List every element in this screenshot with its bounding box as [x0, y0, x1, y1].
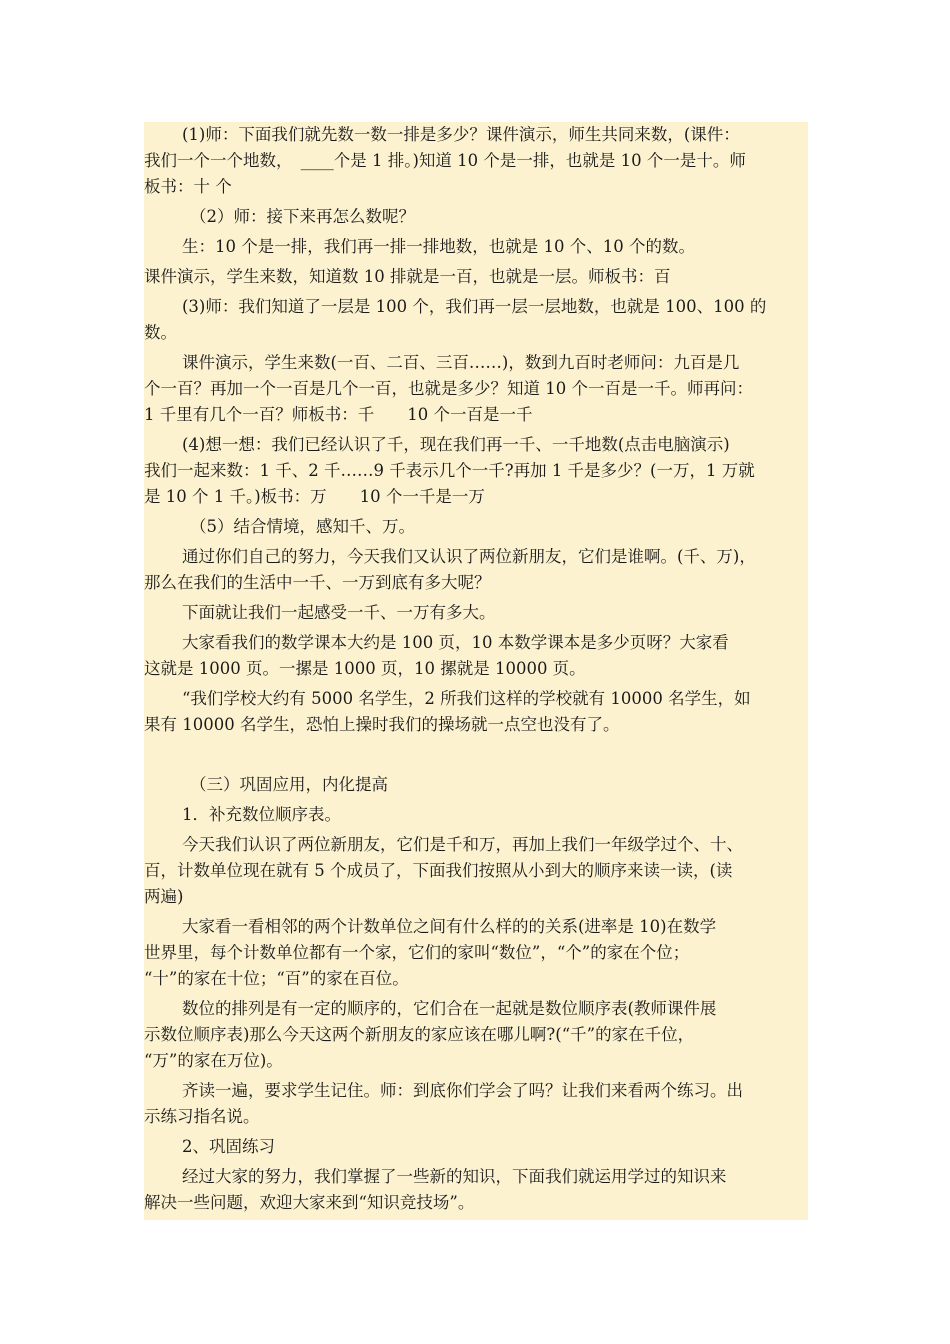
- text-line: 示数位顺序表)那么今天这两个新朋友的家应该在哪儿啊?(“千”的家在千位，: [144, 1025, 695, 1044]
- text-line: 这就是 1000 页。一摞是 1000 页，10 摞就是 10000 页。: [144, 659, 586, 678]
- text-line: 课件演示，学生来数(一百、二百、三百……)，数到九百时老师问：九百是几: [182, 353, 740, 372]
- text-line: 下面就让我们一起感受一千、一万有多大。: [182, 603, 496, 622]
- text-line: 数位的排列是有一定的顺序的，它们合在一起就是数位顺序表(教师课件展: [182, 999, 717, 1018]
- text-line: 2、巩固练习: [182, 1137, 275, 1156]
- text-line: 1．补充数位顺序表。: [182, 805, 341, 824]
- document-body: [144, 122, 808, 1220]
- text-line: 两遍): [144, 887, 184, 906]
- paragraph: [144, 350, 808, 428]
- paragraph: [144, 122, 808, 200]
- text-line: (1)师：下面我们就先数一数一排是多少？课件演示，师生共同来数，(课件：: [182, 125, 740, 144]
- text-line: （5）结合情境，感知千、万。: [190, 517, 415, 536]
- paragraph: [144, 600, 808, 626]
- lesson-section-part-2: [144, 122, 808, 738]
- text-line: 经过大家的努力，我们掌握了一些新的知识，下面我们就运用学过的知识来: [182, 1167, 727, 1186]
- text-line: 世界里，每个计数单位都有一个家，它们的家叫“数位”，“个”的家在个位；: [144, 943, 690, 962]
- paragraph: [144, 1164, 808, 1216]
- text-line: 我们一起来数：1 千、2 千……9 千表示几个一千?再加 1 千是多少？(一万，1 万就: [144, 461, 755, 480]
- paragraph: [144, 204, 808, 230]
- paragraph: [144, 234, 808, 260]
- paragraph: [144, 544, 808, 596]
- text-line: 1 千里有几个一百？师板书：千 10 个一百是一千: [144, 405, 533, 424]
- text-line: 那么在我们的生活中一千、一万到底有多大呢？: [144, 573, 491, 592]
- paragraph: [144, 1134, 808, 1160]
- paragraph: [144, 514, 808, 540]
- paragraph: [144, 914, 808, 992]
- paragraph: [144, 1078, 808, 1130]
- text-line: 通过你们自己的努力，今天我们又认识了两位新朋友，它们是谁啊。(千、万)，: [182, 547, 756, 566]
- text-line: 是 10 个 1 千。)板书：万 10 个一千是一万: [144, 487, 485, 506]
- text-line: 示练习指名说。: [144, 1107, 260, 1126]
- text-line: 课件演示，学生来数，知道数 10 排就是一百，也就是一层。师板书：百: [144, 267, 671, 286]
- text-line: “万”的家在万位)。: [144, 1051, 283, 1070]
- text-line: 大家看我们的数学课本大约是 100 页，10 本数学课本是多少页呀？大家看: [182, 633, 729, 652]
- paragraph: [144, 996, 808, 1074]
- paragraph: [144, 630, 808, 682]
- text-line: 果有 10000 名学生，恐怕上操时我们的操场就一点空也没有了。: [144, 715, 620, 734]
- paragraph: [144, 802, 808, 828]
- text-line: 大家看一看相邻的两个计数单位之间有什么样的的关系(进率是 10)在数学: [182, 917, 717, 936]
- text-line: “十”的家在十位；“百”的家在百位。: [144, 969, 409, 988]
- text-line: 生：10 个是一排，我们再一排一排地数，也就是 10 个、10 个的数。: [182, 237, 695, 256]
- text-line: 我们一个一个地数， ____个是 1 排。)知道 10 个是一排，也就是 10 个一是十。师: [144, 151, 746, 170]
- paragraph: [144, 264, 808, 290]
- text-line: 数。: [144, 323, 177, 342]
- paragraph-gap: [144, 742, 808, 768]
- lesson-section-part-3: [144, 772, 808, 1216]
- text-line: （三）巩固应用，内化提高: [190, 775, 388, 794]
- paragraph: [144, 686, 808, 738]
- text-line: 今天我们认识了两位新朋友，它们是千和万，再加上我们一年级学过个、十、: [182, 835, 743, 854]
- text-line: (3)师：我们知道了一层是 100 个，我们再一层一层地数，也就是 100、100 的: [182, 297, 767, 316]
- text-line: 个一百？再加一个一百是几个一百，也就是多少？知道 10 个一百是一千。师再问：: [144, 379, 753, 398]
- text-line: 百，计数单位现在就有 5 个成员了，下面我们按照从小到大的顺序来读一读，(读: [144, 861, 733, 880]
- text-line: 板书：十 个: [144, 177, 232, 196]
- paragraph: [144, 294, 808, 346]
- text-line: （2）师：接下来再怎么数呢？: [190, 207, 415, 226]
- text-line: “我们学校大约有 5000 名学生，2 所我们这样的学校就有 10000 名学生，如: [182, 689, 751, 708]
- paragraph: [144, 432, 808, 510]
- paragraph: [144, 832, 808, 910]
- text-line: 齐读一遍，要求学生记住。师：到底你们学会了吗？让我们来看两个练习。出: [182, 1081, 743, 1100]
- text-line: 解决一些问题，欢迎大家来到“知识竞技场”。: [144, 1193, 475, 1212]
- text-line: (4)想一想：我们已经认识了千，现在我们再一千、一千地数(点击电脑演示): [182, 435, 730, 454]
- paragraph: [144, 772, 808, 798]
